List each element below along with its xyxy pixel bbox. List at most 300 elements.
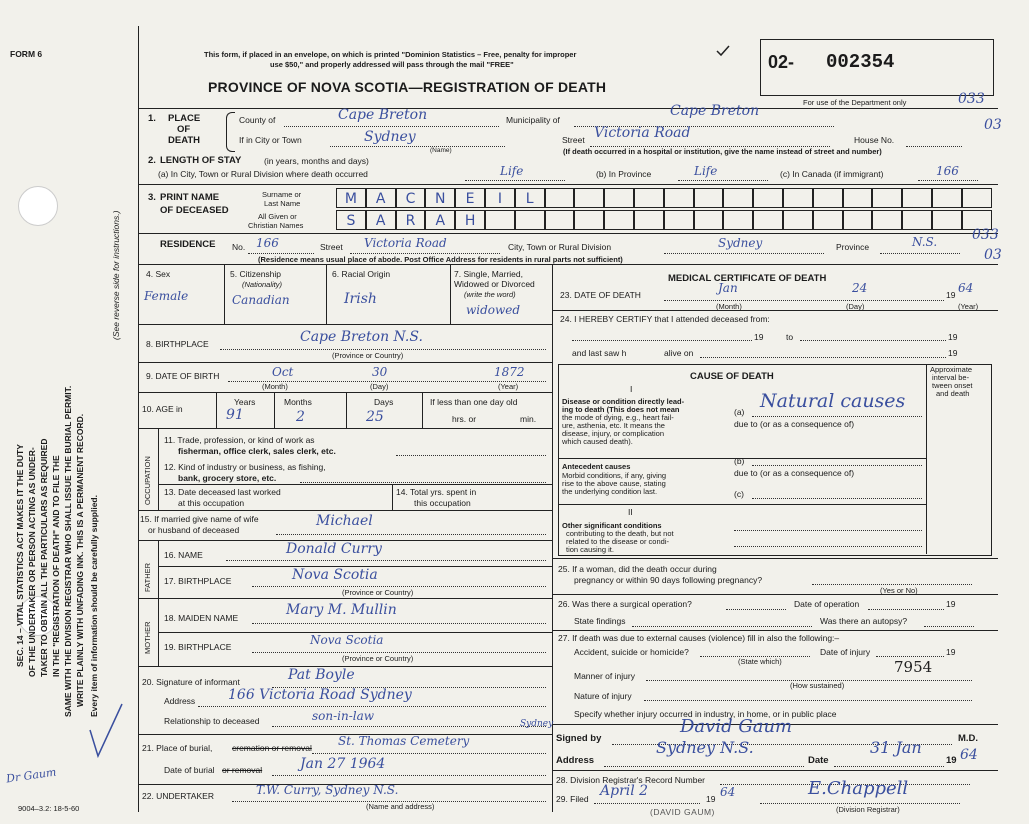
certify-label: 24. I HEREBY CERTIFY that I attended deceased from: — [560, 314, 770, 324]
father-name-label: 16. NAME — [164, 550, 203, 560]
burial-date-strike: or removal — [222, 765, 263, 775]
q13-label-2: at this occupation — [178, 498, 245, 508]
stay-a-label: (a) In City, Town or Rural Division where death occurred — [158, 169, 368, 179]
residence-street-line — [350, 253, 500, 254]
filed-value: April 2 — [600, 783, 649, 799]
cause-a-label: (a) — [734, 407, 745, 417]
spouse-label-2: or husband of deceased — [148, 525, 240, 535]
q27-nature-label: Nature of injury — [574, 691, 632, 701]
signed-by-label: Signed by — [556, 733, 602, 744]
q12-line — [300, 482, 546, 483]
registrar-stamp: (DAVID GAUM) — [650, 807, 715, 817]
given-letter-box — [902, 210, 932, 230]
certify-line-2 — [800, 340, 946, 341]
name-label-2: OF DECEASED — [160, 205, 229, 216]
mother-maiden-line — [252, 623, 546, 624]
city-value: Sydney — [364, 129, 416, 145]
burial-date-value: Jan 27 1964 — [300, 756, 386, 772]
cert-address-label: Address — [556, 755, 595, 766]
cause-b-line — [752, 465, 922, 466]
direct-5: disease, injury, or complication — [562, 429, 664, 438]
surname-letter-box — [604, 188, 634, 208]
surname-label-1: Surname or — [262, 190, 302, 199]
other-1: Other significant conditions — [562, 521, 662, 530]
header-rule — [138, 108, 998, 109]
dept-code-2: 03 — [984, 117, 1002, 133]
see-reverse-note: (See reverse side for instructions.) — [111, 210, 121, 340]
alive-on-line — [700, 357, 946, 358]
certify-19a: 19 — [754, 332, 764, 342]
filed-19: 19 — [706, 794, 716, 804]
days-label: Days — [374, 397, 394, 407]
burial-date-label: Date of burial — [164, 765, 215, 775]
certify-line-1 — [572, 340, 752, 341]
q12-label-2: bank, grocery store, etc. — [178, 473, 277, 483]
form-number: FORM 6 — [10, 49, 43, 59]
antecedent-1: Antecedent causes — [562, 462, 631, 471]
marital-label-2: Widowed or Divorced — [454, 279, 535, 289]
spouse-label-1: 15. If married give name of wife — [140, 514, 259, 524]
less-than-day-label: If less than one day old — [430, 397, 518, 407]
interval-1: Approximate — [930, 365, 973, 374]
given-letter-box — [783, 210, 813, 230]
surname-letter-box — [723, 188, 753, 208]
given-letter-box — [843, 210, 873, 230]
citizenship-sub: (Nationality) — [242, 280, 283, 289]
surname-letter-box: L — [515, 188, 545, 208]
min-label: min. — [520, 414, 537, 424]
mother-birthplace-value: Nova Scotia — [310, 633, 384, 647]
q26-19: 19 — [946, 599, 956, 609]
given-letter-box: S — [336, 210, 366, 230]
sex-label: 4. Sex — [146, 269, 171, 279]
stay-b-value: Life — [694, 164, 718, 178]
given-letter-box — [694, 210, 724, 230]
direct-6: which caused death). — [562, 437, 633, 446]
date-of-death-day: 24 — [852, 281, 868, 295]
dob-year: 1872 — [494, 365, 525, 379]
mother-maiden-label: 18. MAIDEN NAME — [164, 613, 239, 623]
father-birthplace-value: Nova Scotia — [292, 567, 378, 583]
dob-year-caption: (Year) — [498, 382, 519, 391]
direct-3: the mode of dying, e.g., heart fail- — [562, 413, 674, 422]
other-4: tion causing it. — [566, 545, 614, 554]
given-letter-box — [604, 210, 634, 230]
days-value: 25 — [366, 409, 384, 425]
q26-label: 26. Was there a surgical operation? — [558, 599, 692, 609]
interval-2: interval be- — [932, 373, 970, 382]
age-div2 — [274, 392, 275, 428]
relation-label: Relationship to deceased — [164, 716, 260, 726]
date-of-death-month: Jan — [718, 281, 738, 295]
cause-b-label: (b) — [734, 456, 745, 466]
row8-rule — [138, 362, 552, 363]
q11-label-2: fisherman, office clerk, sales clerk, etc. — [178, 446, 336, 456]
name-label-1: PRINT NAME — [160, 192, 220, 203]
given-letter-box: A — [425, 210, 455, 230]
informant-sig-label: 20. Signature of informant — [142, 677, 240, 687]
q27-how-caption: (How sustained) — [790, 681, 845, 690]
cause-a-line — [752, 416, 922, 417]
residence-code-1: 033 — [972, 227, 999, 243]
father-mother-rule — [138, 598, 552, 599]
stay-c-label: (c) In Canada (if immigrant) — [780, 169, 884, 179]
certify-19c: 19 — [948, 348, 958, 358]
burial-date-line — [272, 775, 546, 776]
marital-label-1: 7. Single, Married, — [454, 269, 523, 279]
informant-address-value: 166 Victoria Road Sydney — [228, 687, 412, 703]
given-letter-box — [753, 210, 783, 230]
place-brace — [226, 112, 235, 152]
row26-rule — [552, 630, 998, 631]
city-name-caption: (Name) — [430, 147, 452, 154]
residence-street-value: Victoria Road — [364, 236, 447, 250]
house-no-label: House No. — [854, 135, 895, 145]
place-label-of: OF — [177, 124, 191, 135]
cert-address-value: Sydney N.S. — [656, 738, 754, 757]
row25-rule — [552, 594, 998, 595]
cause-box-bottom-rule — [552, 558, 998, 559]
relation-line — [272, 726, 546, 727]
last-saw-label: and last saw h — [572, 348, 627, 358]
age-label: 10. AGE in — [142, 404, 183, 414]
burial-place-value: St. Thomas Cemetery — [338, 734, 470, 748]
filed-year: 64 — [720, 785, 736, 799]
registration-prefix: 02- — [768, 52, 795, 72]
place-label: PLACE — [168, 113, 201, 124]
father-name-line — [226, 560, 546, 561]
age-div1 — [216, 392, 217, 428]
years-value: 91 — [226, 407, 244, 423]
cause-interval-divider — [926, 364, 927, 554]
months-label: Months — [284, 397, 312, 407]
surname-letter-box: N — [425, 188, 455, 208]
surname-letter-box — [634, 188, 664, 208]
q14-label-2: this occupation — [414, 498, 471, 508]
death-registration-form: FORM 6 SEC. 14 – VITAL STATISTICS ACT MAKES IT THE DUTY OF THE UNDERTAKER OR PERSON ACTING AS UNDER- TAKER TO OBTAIN ALL THE PARTICULARS AS REQUIRED IN THE "REGISTRATION OF DEATH" AND TO FILE THE SAME WITH THE DIVISION REGISTRAR WHO SHALL ISSUE THE BURIAL PERMIT. WRITE PLAINLY WITH UNFADING INK. THIS IS A PERMANENT RECORD. Every item of information should be carefully supplied. (See reverse side for instructions.) Dr Gaum 9004–3.2: 18-5-60 This form, if placed in an envelope, on which is printed "Dominion Statistics – Free, penalty for improper use $50," and properly addressed will pass through the mail "FREE" PROVINCE OF NOVA SCOTIA—REGISTRATION OF DEATH 02- 002354 For use of the Department only 033 03 1. PLACE OF DEATH County of Cape Breton Municipality of Cape Breton If in City or Town Sydney (Name) Street Victoria Road House No. (If death occurred in a hospital or institution, give the name instead of street and number) 2. LENGTH OF STAY (in years, months and days) (a) In City, Town or Rural Division where death occurred Life (b) In Province Life (c) In Canada (if immigrant) 166 3. PRINT NAME OF DECEASED Surname or Last Name All Given or Christian Names M A C N E I L S A R A H RESIDENCE No. 166 Street Victoria Road City, Town or Rural Division Sydney Province N.S. 033 03 (Residence means usual place of abode. Post Office Address for residents in rural parts not sufficient) 4. Sex Female 5. Citizenship (Nationality) Canadian 6. Racial Origin Irish 7. Single, Married, Widowed or Divorced (write the word) widowed 8. BIRTHPLACE Cape Breton N.S. (Province or Country) 9. DATE OF BIRTH Oct 30 1872 (Month) (Day) (Year) 10. AGE in Years 91 Months 2 Days 25 If less than one day old hrs. or min. OCCUPATION 11. Trade, profession, or kind of work as fisherman, office clerk, sales clerk, etc. 12. Kind of industry or business, as fishing, bank, grocery store, etc. 13. Date deceased last worked at this occupation 14. Total yrs. spent in this occupation 15. If married give name of wife or husband of deceased Michael FATHER MOTHER 16. NAME Donald Curry 17. BIRTHPLACE Nova Scotia (Province or Country) 18. MAIDEN NAME Mary M. Mullin 19. BIRTHPLACE Nova Scotia (Province or Country) 20. Signature of informant Pat Boyle Address 166 Victoria Road Sydney Relationship to deceased son-in-law Sydney 21. Place of burial, cremation or removal St. Thomas Cemetery Date of burial or removal Jan 27 1964 22. UNDERTAKER T.W. Curry, Sydney N.S. (Name and address) MEDICAL CERTIFICATE OF DEATH 23. DATE OF DEATH Jan 24 19 64 (Month) (Day) (Year) 24. I HEREBY CERTIFY that I attended deceased from: 19 to 19 and last saw h alive on 19 CAUSE OF DEATH Approximate interval be- tween onset and death I Disease or condition directly lead- ing to death (This does not mean the mode of dying, e.g., heart fail- ure, asthenia, etc. It means the disease, injury, or complication which caused death). (a) Natural causes due to (or as a consequence of) Antecedent causes Morbid conditions, if any, giving rise to the above cause, stating the underlying condition last. (b) due to (or as a consequence of) (c) II Other significant conditions contributing to the death, but not related to the disease or condi- tion causing it. 25. If a woman, did the death occur during pregnancy or within 90 days following pregnancy? (Yes or No) 26. Was there a surgical operation? Date of operation 19 State findings Was there an autopsy? 27. If death was due to external causes (violence) fill in also the following:– Accident, suicide or homicide? Date of injury 19 (State which) Manner of injury 7954 (How sustained) Nature of injury Specify whether injury occurred in industry, in home, or in public place Signed by David Gaum M.D. Address Sydney N.S. Date 31 Jan 19 64 28. Division Registrar's Record Number 29. Filed April 2 19 64 E.Chappell (Division Registrar) (DAVID GAUM) — [0, 0, 1029, 824]
interval-3: tween onset — [932, 381, 973, 390]
row4-rule — [138, 324, 552, 325]
citizenship-label: 5. Citizenship — [230, 269, 282, 279]
other-line-2 — [734, 546, 922, 547]
q29-label: 29. Filed — [556, 794, 589, 804]
q26-autopsy-label: Was there an autopsy? — [820, 616, 908, 626]
given-letter-box — [485, 210, 515, 230]
form-title: PROVINCE OF NOVA SCOTIA—REGISTRATION OF DEATH — [208, 79, 607, 95]
margin-signature: Dr Gaum — [5, 765, 58, 786]
q27-nature-line — [644, 700, 972, 701]
county-line — [284, 126, 499, 127]
cert-date-value: 31 Jan — [870, 738, 922, 757]
row14-rule — [138, 510, 552, 511]
q27-19: 19 — [946, 647, 956, 657]
spouse-value: Michael — [316, 513, 373, 529]
dod-day-caption: (Day) — [846, 302, 865, 311]
stay-label: LENGTH OF STAY — [160, 155, 242, 166]
given-letter-box — [932, 210, 962, 230]
surname-letter-box: C — [396, 188, 426, 208]
burial-place-line — [312, 753, 546, 754]
father-birthplace-line — [252, 586, 546, 587]
age-div3 — [346, 392, 347, 428]
spouse-line — [276, 534, 546, 535]
surname-letter-box — [545, 188, 575, 208]
registration-number: 002354 — [826, 51, 895, 73]
q27-label: 27. If death was due to external causes (violence) fill in also the following:– — [558, 633, 840, 643]
q25-label-1: 25. If a woman, did the death occur during — [558, 564, 717, 574]
given-letter-box — [813, 210, 843, 230]
other-2: contributing to the death, but not — [566, 529, 674, 538]
due-to-2: due to (or as a consequence of) — [734, 468, 855, 478]
q27-manner-value: 7954 — [894, 658, 933, 676]
residence-street-label: Street — [320, 242, 343, 252]
row4-div1 — [224, 264, 225, 324]
residence-city-value: Sydney — [718, 236, 763, 250]
residence-no-label: No. — [232, 242, 246, 252]
cert-address-line — [604, 766, 804, 767]
undertaker-value: T.W. Curry, Sydney N.S. — [256, 783, 399, 797]
q13-divider — [392, 484, 393, 510]
surname-letter-box — [753, 188, 783, 208]
antecedent-2: Morbid conditions, if any, giving — [562, 471, 667, 480]
q26-date-line — [868, 609, 944, 610]
informant-address-label: Address — [164, 696, 196, 706]
dob-day: 30 — [372, 365, 388, 379]
stay-a-line — [465, 180, 565, 181]
name-num: 3. — [148, 192, 156, 203]
q11-line — [396, 455, 546, 456]
marital-value: widowed — [466, 303, 521, 317]
place-street-label: Street — [562, 135, 585, 145]
date-of-death-label: 23. DATE OF DEATH — [560, 290, 641, 300]
stay-hint: (in years, months and days) — [264, 156, 369, 166]
birthplace-line — [220, 349, 546, 350]
q11-label-1: 11. Trade, profession, or kind of work as — [164, 435, 315, 445]
undertaker-caption: (Name and address) — [366, 802, 435, 811]
row23-rule — [552, 310, 998, 311]
q26-state-label: State findings — [574, 616, 626, 626]
house-no-line — [906, 146, 962, 147]
surname-letter-box — [902, 188, 932, 208]
q27-date-label: Date of injury — [820, 647, 871, 657]
q27-accident-label: Accident, suicide or homicide? — [574, 647, 689, 657]
interval-4: and death — [936, 389, 970, 398]
q28-label: 28. Division Registrar's Record Number — [556, 775, 706, 785]
residence-note: (Residence means usual place of abode. Post Office Address for residents in rural parts not sufficient) — [258, 255, 623, 264]
q12-rule — [158, 484, 552, 485]
certify-19b: 19 — [948, 332, 958, 342]
stay-a-value: Life — [500, 164, 524, 178]
q27-manner-label: Manner of injury — [574, 671, 635, 681]
mail-note-line2: use $50," and properly addressed will pass through the mail "FREE" — [270, 60, 514, 69]
hospital-note: (If death occurred in a hospital or institution, give the name instead of street and number) — [563, 147, 882, 156]
registrar-caption: (Division Registrar) — [836, 805, 900, 814]
residence-label: RESIDENCE — [160, 239, 216, 250]
residence-no-value: 166 — [256, 236, 279, 250]
statute-text: SEC. 14 – VITAL STATISTICS ACT MAKES IT THE DUTY OF THE UNDERTAKER OR PERSON ACTING AS UNDER- TAKER TO OBTAIN ALL THE PARTICULARS AS REQUIRED IN THE "REGISTRATION OF DEATH" AND TO FILE THE SAME WITH THE DIVISION REGISTRAR WHO SHALL ISSUE THE BURIAL PERMIT. WRITE PLAINLY WITH UNFADING INK. THIS IS A PERMANENT RECORD. Every item of information should be carefully supplied. — [15, 385, 99, 717]
q26-state-line — [632, 626, 812, 627]
stay-b-label: (b) In Province — [596, 169, 652, 179]
surname-letter-box — [962, 188, 992, 208]
birthplace-caption: (Province or Country) — [332, 351, 404, 360]
dept-code-1: 033 — [958, 91, 985, 107]
residence-province-line — [880, 253, 960, 254]
occ-side-divider — [158, 428, 159, 510]
surname-letter-box — [574, 188, 604, 208]
q26-date-label: Date of operation — [794, 599, 860, 609]
mother-maiden-value: Mary M. Mullin — [286, 602, 397, 618]
place-street-value: Victoria Road — [594, 125, 691, 141]
given-letter-box — [723, 210, 753, 230]
burial-place-label: 21. Place of burial, — [142, 743, 213, 753]
cert-date-line — [834, 766, 944, 767]
marital-label-3: (write the word) — [464, 290, 516, 299]
dod-month-caption: (Month) — [716, 302, 742, 311]
cert-date-label: Date — [808, 755, 829, 766]
age-div4 — [422, 392, 423, 428]
q29-line — [594, 803, 700, 804]
informant-address-line — [198, 706, 546, 707]
surname-letter-box: I — [485, 188, 515, 208]
row4-div3 — [450, 264, 451, 324]
cert-year-value: 64 — [960, 747, 978, 763]
dob-month: Oct — [272, 365, 294, 379]
given-letter-box — [634, 210, 664, 230]
cert-year-19: 19 — [946, 755, 957, 766]
residence-code-2: 03 — [984, 247, 1002, 263]
burial-place-strike: cremation or removal — [232, 743, 312, 753]
surname-letter-box — [813, 188, 843, 208]
other-3: related to the disease or condi- — [566, 537, 669, 546]
father-birthplace-caption: (Province or Country) — [342, 588, 414, 597]
given-letter-box: R — [396, 210, 426, 230]
mother-birthplace-label: 19. BIRTHPLACE — [164, 642, 232, 652]
signed-by-value: David Gaum — [680, 716, 793, 737]
undertaker-label: 22. UNDERTAKER — [142, 791, 214, 801]
row9-rule — [138, 392, 552, 393]
residence-city-line — [664, 253, 824, 254]
direct-2: ing to death (This does not mean — [562, 405, 680, 414]
county-value: Cape Breton — [338, 107, 428, 123]
municipality-value: Cape Breton — [670, 103, 760, 119]
surname-letter-box — [932, 188, 962, 208]
racial-value: Irish — [344, 291, 377, 307]
given-letter-box — [872, 210, 902, 230]
city-line — [330, 146, 505, 147]
parent-side-divider — [158, 540, 159, 666]
residence-province-value: N.S. — [912, 235, 938, 249]
residence-no-line — [248, 253, 314, 254]
sex-value: Female — [144, 289, 189, 303]
cause-title: CAUSE OF DEATH — [690, 371, 774, 382]
years-label: Years — [234, 397, 256, 407]
surname-label-2: Last Name — [264, 199, 301, 208]
cause-a-value: Natural causes — [760, 390, 906, 412]
residence-province-label: Province — [836, 242, 870, 252]
dod-year-caption: (Year) — [958, 302, 979, 311]
row-sig-rule — [552, 770, 998, 771]
surname-letter-box: E — [455, 188, 485, 208]
q25-caption: (Yes or No) — [880, 586, 918, 595]
given-letter-box — [545, 210, 575, 230]
footer-code: 9004–3.2: 18-5-60 — [18, 804, 80, 813]
row10-rule — [138, 428, 552, 429]
relation-value: son-in-law — [312, 709, 375, 723]
dept-use-label: For use of the Department only — [803, 98, 907, 107]
due-to-1: due to (or as a consequence of) — [734, 419, 855, 429]
given-letter-box — [515, 210, 545, 230]
surname-letter-box: M — [336, 188, 366, 208]
q26-autopsy-line — [924, 626, 974, 627]
birthplace-value: Cape Breton N.S. — [300, 329, 423, 345]
row4-div2 — [326, 264, 327, 324]
frame-left — [138, 26, 139, 812]
q14-label-1: 14. Total yrs. spent in — [396, 487, 477, 497]
cause-c-label: (c) — [734, 489, 744, 499]
hrs-label: hrs. or — [452, 414, 477, 424]
margin-check-mark — [86, 700, 126, 760]
cause-roman-2: II — [628, 507, 633, 517]
residence-rule — [138, 264, 998, 265]
antecedent-4: the underlying condition last. — [562, 487, 658, 496]
county-label: County of — [239, 115, 276, 125]
relation-sydney-note: Sydney — [520, 719, 554, 729]
q27-state-which: (State which) — [738, 657, 782, 666]
certify-to: to — [786, 332, 794, 342]
surname-letter-box — [694, 188, 724, 208]
cause-c-line — [752, 498, 922, 499]
q12-label-1: 12. Kind of industry or business, as fishing, — [164, 462, 326, 472]
surname-letter-box — [664, 188, 694, 208]
stay-c-line — [918, 180, 978, 181]
md-label: M.D. — [958, 733, 979, 744]
given-letter-box: A — [366, 210, 396, 230]
mail-note-line1: This form, if placed in an envelope, on which is printed "Dominion Statistics – Free, penalty for improper — [204, 50, 577, 59]
q13-label-1: 13. Date deceased last worked — [164, 487, 281, 497]
city-label: If in City or Town — [239, 135, 302, 145]
residence-city-label: City, Town or Rural Division — [508, 242, 612, 252]
center-divider — [552, 264, 553, 812]
mail-check-mark — [716, 44, 730, 62]
registrar-sig: E.Chappell — [808, 778, 909, 799]
place-label-death: DEATH — [168, 135, 201, 146]
place-num: 1. — [148, 113, 156, 124]
q27-date-line — [876, 656, 944, 657]
birthplace-label: 8. BIRTHPLACE — [146, 339, 209, 349]
alive-on-label: alive on — [664, 348, 694, 358]
father-name-value: Donald Curry — [286, 541, 382, 557]
stay-c-value: 166 — [936, 164, 959, 178]
direct-4: ure, asthenia, etc. It means the — [562, 421, 665, 430]
q27-specify-label: Specify whether injury occurred in industry, in home, or in public place — [574, 709, 837, 719]
cause-roman-1: I — [630, 384, 633, 394]
given-letter-box: H — [455, 210, 485, 230]
registrar-sig-line — [760, 803, 960, 804]
name-letter-grid — [336, 188, 992, 232]
surname-letter-box: A — [366, 188, 396, 208]
direct-1: Disease or condition directly lead- — [562, 397, 685, 406]
citizenship-value: Canadian — [232, 293, 290, 307]
months-value: 2 — [296, 409, 305, 425]
date-of-death-line — [664, 300, 944, 301]
mother-birthplace-line — [252, 652, 546, 653]
racial-label: 6. Racial Origin — [332, 269, 391, 279]
stay-b-line — [678, 180, 768, 181]
municipality-label: Municipality of — [506, 115, 560, 125]
cause-ii-rule — [558, 504, 926, 505]
date-of-death-19: 19 — [946, 290, 956, 300]
antecedent-3: rise to the above cause, stating — [562, 479, 666, 488]
